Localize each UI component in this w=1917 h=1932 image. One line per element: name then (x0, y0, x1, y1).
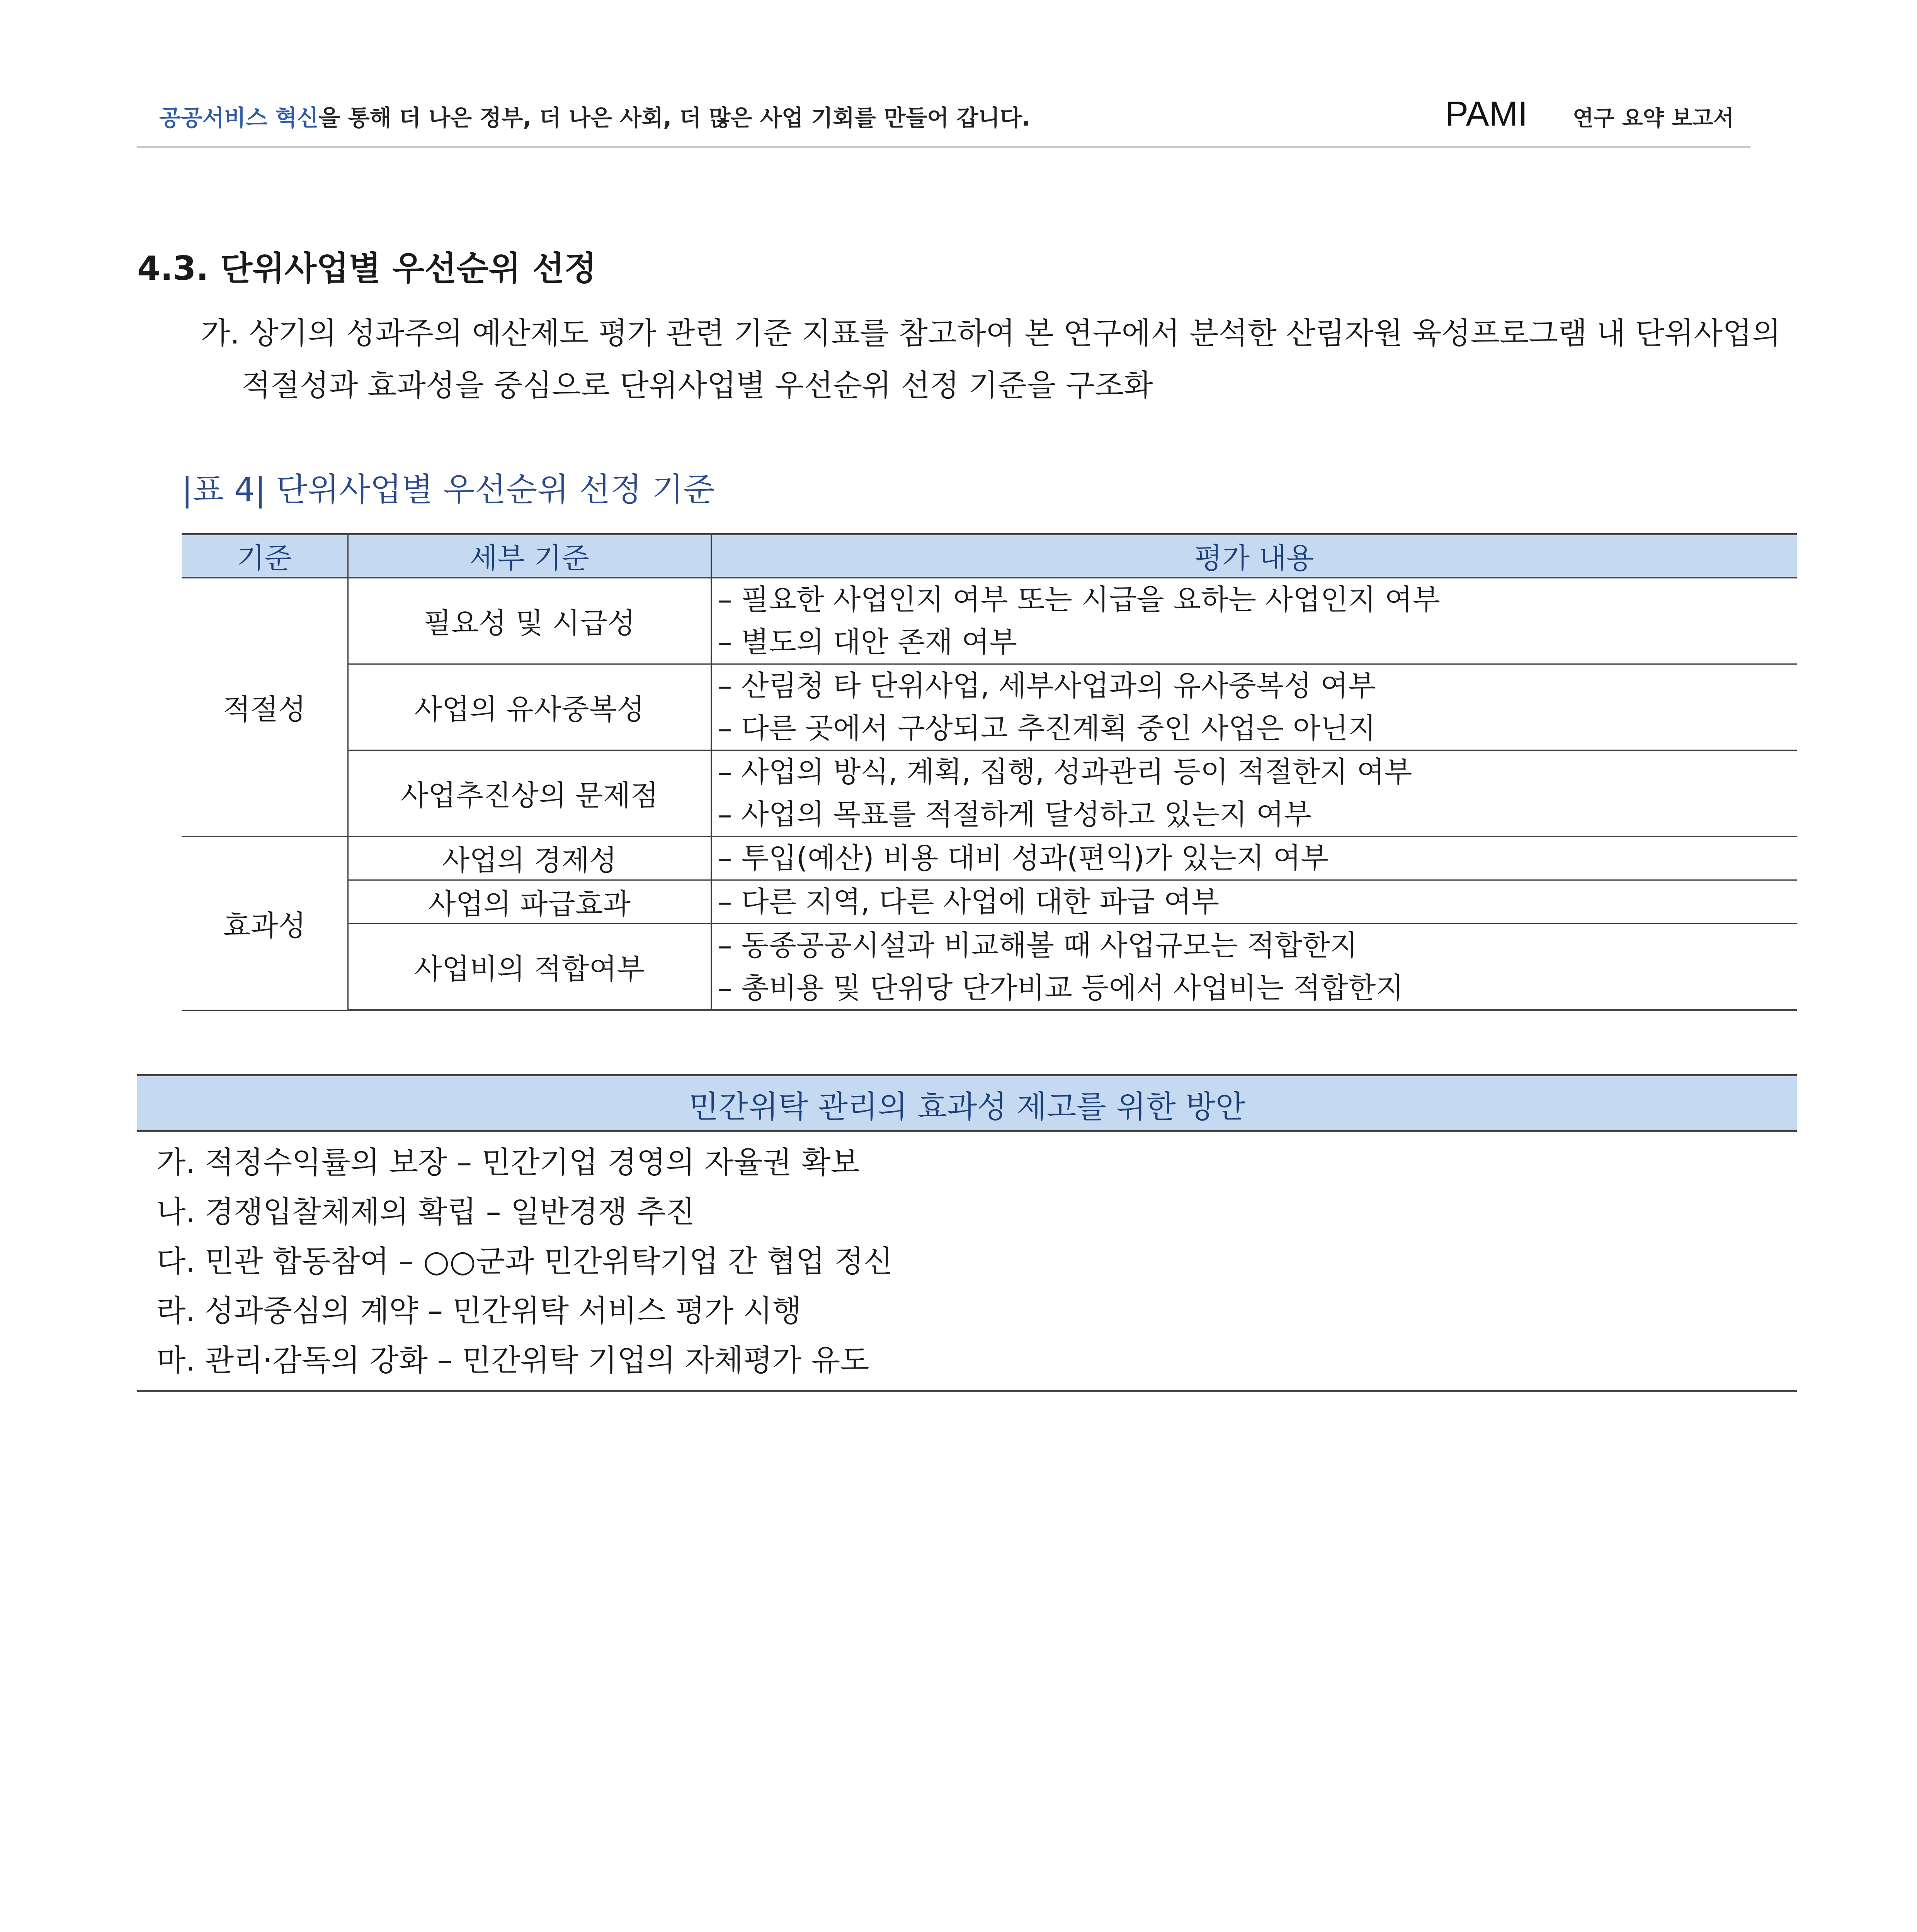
evaluation-cell (711, 664, 1797, 750)
detail-cell: 사업의 파급효과 (348, 880, 711, 924)
evaluation-cell (711, 837, 1797, 880)
plan-item: 가. 적정수익률의 보장 – 민간기업 경영의 자율권 확보 (156, 1145, 860, 1180)
evaluation-cell (711, 750, 1797, 837)
detail-cell: 사업비의 적합여부 (348, 924, 711, 1010)
plan-item: 라. 성과중심의 계약 – 민간위탁 서비스 평가 시행 (156, 1294, 801, 1328)
slogan-highlight: 공공서비스 혁신 (159, 105, 319, 131)
paragraph-line-2: 적절성과 효과성을 중심으로 단위사업별 우선순위 선정 기준을 구조화 (242, 368, 1153, 403)
criterion-cell: 효과성 (182, 837, 348, 1010)
plan-item: 마. 관리·감독의 강화 – 민간위탁 기업의 자체평가 유도 (156, 1343, 869, 1378)
evaluation-line: – 산림청 타 단위사업, 세부사업과의 유사중복성 여부 (718, 669, 1376, 702)
evaluation-cell (711, 880, 1797, 924)
evaluation-line: – 다른 곳에서 구상되고 추진계획 중인 사업은 아닌지 (718, 712, 1376, 745)
plan-title: 민간위탁 관리의 효과성 제고를 위한 방안 (689, 1089, 1245, 1125)
header-slogan (159, 100, 1030, 132)
evaluation-line: – 총비용 및 단위당 단가비교 등에서 사업비는 적합한지 (718, 971, 1403, 1005)
evaluation-line: – 사업의 방식, 계획, 집행, 성과관리 등이 적절한지 여부 (718, 755, 1412, 789)
paragraph-line-1: 가. 상기의 성과주의 예산제도 평가 관련 기준 지표를 참고하여 본 연구에서 분석한 산림자원 육성프로그램 내 단위사업의 (201, 316, 1781, 351)
evaluation-cell (711, 578, 1797, 664)
table-header-row (182, 534, 1797, 578)
header-brand: PAMI (1445, 95, 1528, 133)
header-evaluation: 평가 내용 (711, 534, 1797, 578)
plan-list (156, 1138, 893, 1385)
header-detail: 세부 기준 (348, 534, 711, 578)
table-row (182, 664, 1797, 750)
section-title: 4.3. 단위사업별 우선순위 선정 (137, 249, 597, 288)
slogan-rest: 을 통해 더 나은 정부, 더 나은 사회, 더 많은 사업 기회를 만들어 갑니다. (318, 105, 1030, 131)
evaluation-line: – 필요한 사업인지 여부 또는 시급을 요하는 사업인지 여부 (718, 583, 1440, 616)
evaluation-cell (711, 924, 1797, 1010)
table-row (182, 750, 1797, 837)
table-row (182, 837, 1797, 880)
detail-cell: 사업의 경제성 (348, 837, 711, 880)
header-criterion: 기준 (182, 534, 348, 578)
plan-item: 나. 경쟁입찰체제의 확립 – 일반경쟁 추진 (156, 1195, 695, 1230)
criteria-table (182, 533, 1797, 1011)
header-report-type: 연구 요약 보고서 (1573, 106, 1734, 131)
evaluation-line: – 사업의 목표를 적절하게 달성하고 있는지 여부 (718, 798, 1311, 831)
plan-bottom-rule (137, 1390, 1797, 1392)
plan-item: 다. 민관 합동참여 – ○○군과 민간위탁기업 간 협업 정신 (156, 1244, 893, 1279)
detail-cell: 필요성 및 시급성 (348, 578, 711, 664)
evaluation-line: – 투입(예산) 비용 대비 성과(편익)가 있는지 여부 (718, 842, 1328, 875)
table-row (182, 924, 1797, 1010)
detail-cell: 사업추진상의 문제점 (348, 750, 711, 837)
table-row (182, 880, 1797, 924)
evaluation-line: – 별도의 대안 존재 여부 (718, 626, 1017, 659)
table-caption: |표 4| 단위사업별 우선순위 선정 기준 (182, 471, 715, 509)
criterion-cell: 적절성 (182, 578, 348, 837)
detail-cell: 사업의 유사중복성 (348, 664, 711, 750)
evaluation-line: – 동종공공시설과 비교해볼 때 사업규모는 적합한지 (718, 929, 1358, 962)
table-row (182, 578, 1797, 664)
evaluation-line: – 다른 지역, 다른 사업에 대한 파급 여부 (718, 885, 1219, 918)
header-divider (137, 146, 1750, 148)
